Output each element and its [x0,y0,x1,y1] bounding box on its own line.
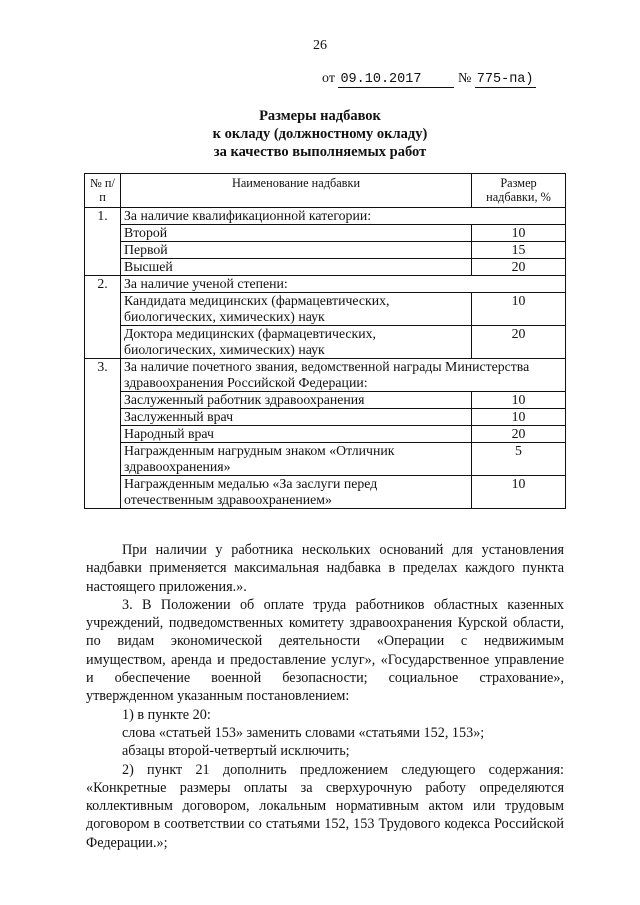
table-row [85,426,566,443]
document-body [86,541,564,852]
item-value: 15 [472,242,566,259]
table-row [85,259,566,276]
title-line-2: к окладу (должностному окладу) [212,126,428,142]
paragraph: 3. В Положении об оплате труда работников областных казенных учреждений, подведомственных комитету здравоохранения Курской области, по видам экономической деятельности «Операции с недвижимым имуществом, аренда и предоставление услуг», «Государственное управление и обеспечение военной безопасности; социальное страхование», утвержденном указанным постановлением: [86,596,564,705]
table-row [85,392,566,409]
title-line-1: Размеры надбавок [259,108,381,124]
table-row [85,476,566,509]
allowance-table [84,173,566,509]
table-header-row [85,174,566,208]
table-row [85,443,566,476]
item-name: Доктора медицинских (фармацевтических, биологических, химических) наук [121,326,472,359]
table-row [85,409,566,426]
appendix-title [0,107,640,161]
reference-number-label: № [457,71,472,86]
item-name: Заслуженный работник здравоохранения [121,392,472,409]
group-title: За наличие квалификационной категории: [121,208,566,225]
page-number: 26 [313,38,327,53]
item-name: Высшей [121,259,472,276]
table-row [85,293,566,326]
item-value: 10 [472,476,566,509]
item-value: 20 [472,259,566,276]
item-name: Второй [121,225,472,242]
item-value: 10 [472,392,566,409]
reference-date: 09.10.2017 [338,72,454,88]
item-value: 10 [472,409,566,426]
header-size: Размер надбавки, % [472,174,566,208]
paragraph: При наличии у работника нескольких оснований для установления надбавки применяется максимальная надбавка в пределах каждого пункта настоящего приложения.». [86,542,564,595]
item-name: Награжденным медалью «За заслуги перед отечественным здравоохранением» [121,476,472,509]
table-row [85,208,566,225]
item-value: 20 [472,326,566,359]
paragraph: абзацы второй-четвертый исключить; [122,743,350,760]
paragraph: 1) в пункте 20: [122,706,211,723]
item-name: Первой [121,242,472,259]
item-value: 10 [472,293,566,326]
table-row [85,326,566,359]
item-name: Награжденным нагрудным знаком «Отличник здравоохранения» [121,443,472,476]
group-number: 1. [85,208,121,225]
reference-from-label: от [322,71,335,86]
item-value: 5 [472,443,566,476]
item-value: 20 [472,426,566,443]
item-name: Кандидата медицинских (фармацевтических, биологических, химических) наук [121,293,472,326]
paragraph: слова «статьей 153» заменить словами «статьями 152, 153»; [122,724,485,741]
document-reference [322,71,536,88]
paragraph: 2) пункт 21 дополнить предложением следующего содержания: «Конкретные размеры оплаты за сверхурочную работу определяются коллективным договором, локальным нормативным актом или трудовым договором в соответствии со статьями 152, 153 Трудового кодекса Российской Федерации.»; [86,761,564,851]
group-number: 3. [85,359,121,392]
header-number: № п/п [85,174,121,208]
table-row [85,242,566,259]
item-value: 10 [472,225,566,242]
group-number: 2. [85,276,121,293]
item-name: Народный врач [121,426,472,443]
group-title: За наличие почетного звания, ведомственной награды Министерства здравоохранения Российской Федерации: [121,359,566,392]
table-row [85,276,566,293]
item-name: Заслуженный врач [121,409,472,426]
title-line-3: за качество выполняемых работ [213,144,427,160]
reference-number: 775-па) [476,72,534,87]
header-name: Наименование надбавки [121,174,472,208]
group-title: За наличие ученой степени: [121,276,566,293]
table-row [85,225,566,242]
table-row [85,359,566,392]
